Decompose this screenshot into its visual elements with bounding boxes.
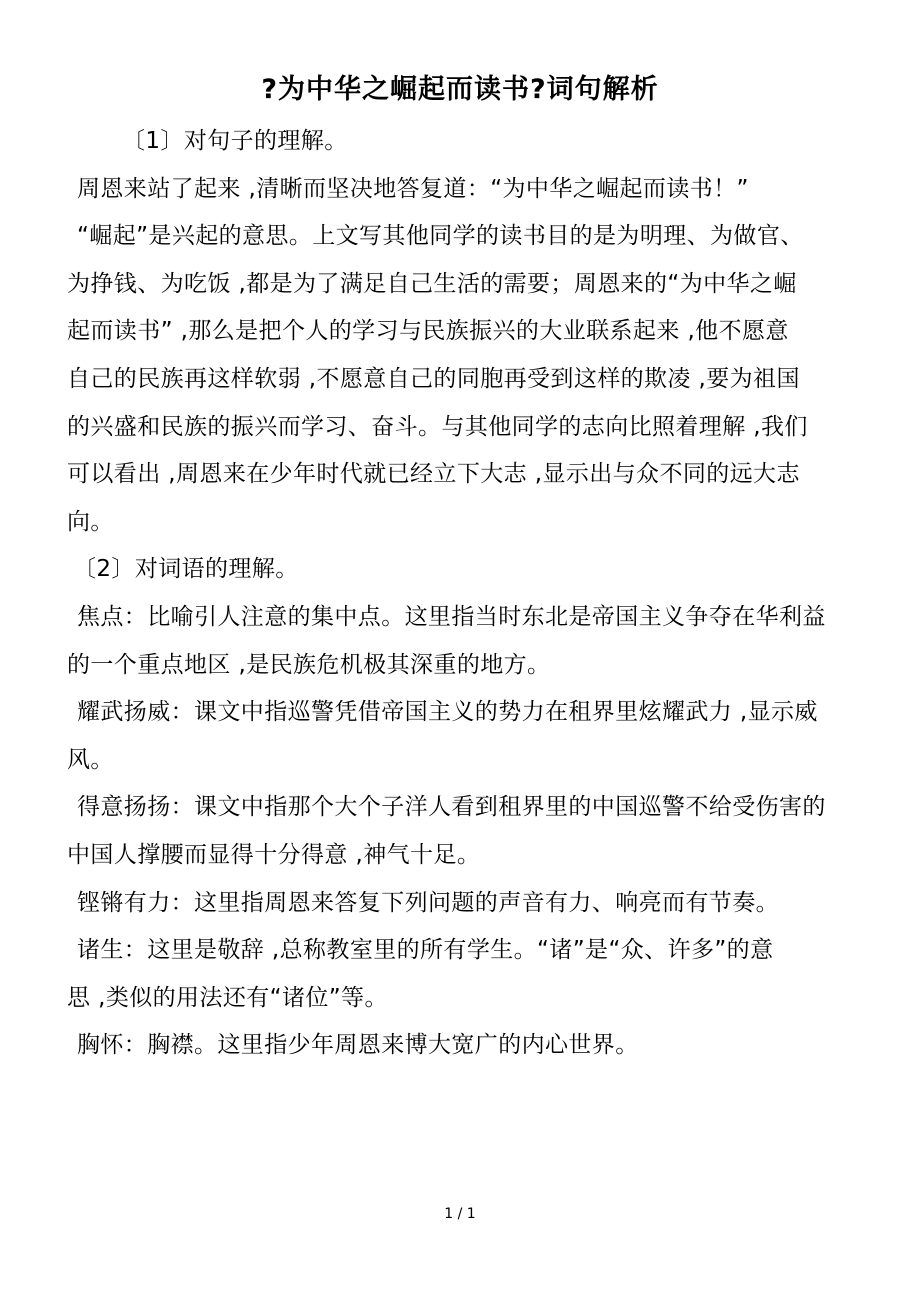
body-line: 起而读书” ,那么是把个人的学习与民族振兴的大业联系起来 ,他不愿意 [67, 318, 789, 345]
body-line: 胸怀：胸襟。这里指少年周恩来博大宽广的内心世界。 [77, 1032, 639, 1059]
section-heading-words: 〔2〕对词语的理解。 [73, 556, 299, 583]
body-line: 自己的民族再这样软弱 ,不愿意自己的同胞再受到这样的欺凌 ,要为祖国 [67, 365, 800, 392]
body-line: 为挣钱、为吃饭 ,都是为了满足自己生活的需要；周恩来的“为中华之崛 [67, 270, 797, 297]
document-title: ?为中华之崛起而读书?词句解析 [261, 74, 659, 105]
document-body [67, 118, 861, 1070]
body-line: 的兴盛和民族的振兴而学习、奋斗。与其他同学的志向比照着理解 ,我们 [67, 413, 808, 440]
body-line: 可以看出 ,周恩来在少年时代就已经立下大志 ,显示出与众不同的远大志 [67, 461, 800, 488]
body-line: 焦点：比喻引人注意的集中点。这里指当时东北是帝国主义争夺在华利益 [77, 603, 826, 630]
page-number: 1 / 1 [444, 1206, 476, 1222]
body-line: 中国人撑腰而显得十分得意 ,神气十足。 [67, 841, 481, 868]
section-heading-sentences: 〔1〕对句子的理解。 [122, 128, 348, 154]
body-line: 周恩来站了起来 ,清晰而坚决地答复道：“为中华之崛起而读书！” [77, 175, 749, 202]
body-line: 铿锵有力：这里指周恩来答复下列问题的声音有力、响亮而有节奏。 [77, 889, 779, 916]
body-line: 耀武扬威：课文中指巡警凭借帝国主义的势力在租界里炫耀武力 ,显示威 [77, 699, 818, 726]
body-line: 思 ,类似的用法还有“诸位”等。 [67, 984, 388, 1011]
body-line: 向。 [67, 508, 114, 535]
body-line: 诸生：这里是敬辞 ,总称教室里的所有学生。“诸”是“众、许多”的意 [77, 937, 774, 964]
body-line: 风。 [67, 746, 114, 773]
body-line: 得意扬扬：课文中指那个大个子洋人看到租界里的中国巡警不给受伤害的 [77, 794, 826, 821]
body-line: “崛起”是兴起的意思。上文写其他同学的读书目的是为明理、为做官、 [77, 223, 804, 250]
body-line: 的一个重点地区 ,是民族危机极其深重的地方。 [67, 651, 551, 678]
